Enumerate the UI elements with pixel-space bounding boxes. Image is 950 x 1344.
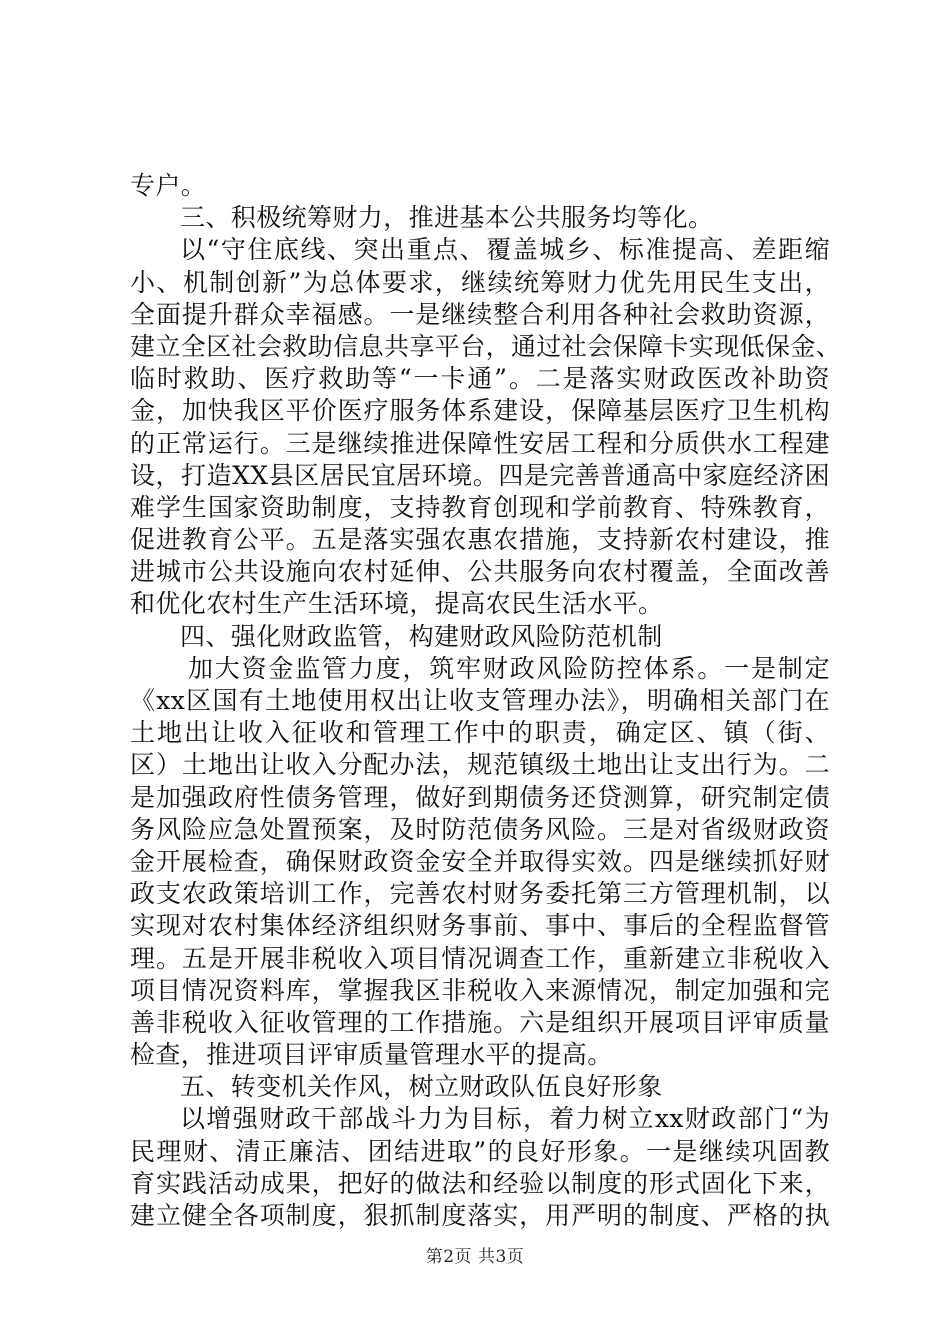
body-line: 金开展检查，确保财政资金安全并取得实效。四是继续抓好财	[130, 846, 830, 876]
body-line: 民理财、清正廉洁、团结进取”的良好形象。一是继续巩固教	[130, 1136, 830, 1166]
body-line: 以增强财政干部战斗力为目标，着力树立xx财政部门“为	[180, 1104, 830, 1134]
body-line: 是加强政府性债务管理，做好到期债务还贷测算，研究制定债	[130, 782, 830, 812]
body-line: 育实践活动成果，把好的做法和经验以制度的形式固化下来，	[130, 1168, 830, 1198]
body-line: 理。五是开展非税收入项目情况调查工作，重新建立非税收入	[130, 943, 830, 973]
body-line: 建立全区社会救助信息共享平台，通过社会保障卡实现低保金、	[130, 331, 842, 361]
body-line: 和优化农村生产生活环境，提高农民生活水平。	[130, 589, 664, 619]
body-line: 土地出让收入征收和管理工作中的职责，确定区、镇（街、	[130, 718, 830, 748]
body-line: 实现对农村集体经济组织财务事前、事中、事后的全程监督管	[130, 911, 830, 941]
body-line: 金，加快我区平价医疗服务体系建设，保障基层医疗卫生机构	[130, 396, 830, 426]
body-line: 进城市公共设施向农村延伸、公共服务向农村覆盖，全面改善	[130, 557, 830, 587]
body-line: 的正常运行。三是继续推进保障性安居工程和分质供水工程建	[130, 428, 830, 458]
section-heading: 四、强化财政监管，构建财政风险防范机制	[180, 621, 663, 651]
body-line: 以“守住底线、突出重点、覆盖城乡、标准提高、差距缩	[180, 235, 830, 265]
body-line: 检查，推进项目评审质量管理水平的提高。	[130, 1040, 613, 1070]
body-line: 小、机制创新”为总体要求，继续统筹财力优先用民生支出，	[130, 267, 830, 297]
body-line: 加大资金监管力度，筑牢财政风险防控体系。一是制定	[188, 653, 830, 683]
body-line: 临时救助、医疗救助等“一卡通”。二是落实财政医改补助资	[130, 364, 830, 394]
body-line: 区）土地出让收入分配办法，规范镇级土地出让支出行为。二	[130, 750, 830, 780]
section-heading: 三、积极统筹财力，推进基本公共服务均等化。	[180, 203, 714, 233]
body-line: 专户。	[130, 171, 207, 200]
body-line: 善非税收入征收管理的工作措施。六是组织开展项目评审质量	[130, 1007, 830, 1037]
page-footer: 第2页 共3页	[425, 1247, 525, 1267]
document-body	[130, 170, 842, 1232]
body-line: 政支农政策培训工作，完善农村财务委托第三方管理机制，以	[130, 879, 830, 909]
body-line: 促进教育公平。五是落实强农惠农措施，支持新农村建设，推	[130, 525, 830, 555]
body-line: 难学生国家资助制度，支持教育创现和学前教育、特殊教育，	[130, 492, 830, 522]
body-line: 全面提升群众幸福感。一是继续整合利用各种社会救助资源，	[130, 299, 830, 329]
section-heading: 五、转变机关作风，树立财政队伍良好形象	[180, 1072, 663, 1102]
body-line: 《xx区国有土地使用权出让收支管理办法》，明确相关部门在	[130, 686, 830, 715]
body-line: 务风险应急处置预案，及时防范债务风险。三是对省级财政资	[130, 814, 830, 844]
body-line: 设，打造XX县区居民宜居环境。四是完善普通高中家庭经济困	[130, 460, 830, 490]
body-line: 建立健全各项制度，狠抓制度落实，用严明的制度、严格的执	[130, 1201, 830, 1230]
body-line: 项目情况资料库，掌握我区非税收入来源情况，制定加强和完	[130, 975, 830, 1005]
